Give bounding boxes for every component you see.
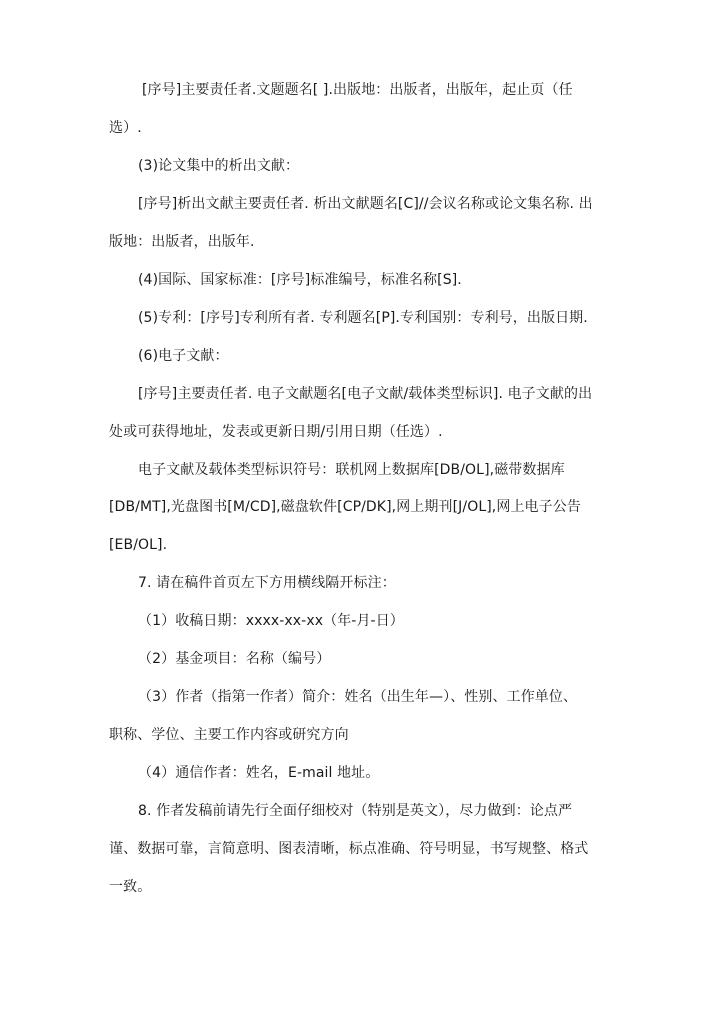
text-line: (6)电子文献： (138, 348, 229, 364)
text-line: 版地：出版者，出版年. (109, 234, 255, 250)
text-line: （1）收稿日期：xxxx-xx-xx（年-月-日） (138, 613, 404, 629)
text-line: 8. 作者发稿前请先行全面仔细校对（特别是英文），尽力做到：论点严 (138, 803, 573, 819)
text-line: 职称、学位、主要工作内容或研究方向 (109, 727, 349, 743)
text-line: [序号]主要责任者.文题题名[ ].出版地：出版者，出版年，起止页（任 (142, 82, 573, 98)
text-line: 一致。 (109, 879, 152, 895)
text-line: 选）. (109, 120, 142, 136)
text-line: 电子文献及载体类型标识符号：联机网上数据库[DB/OL],磁带数据库 (138, 462, 565, 478)
text-line: [DB/MT],光盘图书[M/CD],磁盘软件[CP/DK],网上期刊[J/OL],网上电子公告 (109, 499, 581, 515)
text-line: （3）作者（指第一作者）简介：姓名（出生年—）、性别、工作单位、 (138, 689, 578, 705)
text-line: 处或可获得地址，发表或更新日期/引用日期（任选）. (109, 424, 443, 440)
text-line: [EB/OL]. (109, 537, 168, 553)
text-line: (4)国际、国家标准：[序号]标准编号，标准名称[S]. (138, 272, 462, 288)
text-line: 谨、数据可靠，言简意明、图表清晰，标点准确、符号明显，书写规整、格式 (109, 841, 589, 857)
text-line: （2）基金项目：名称（编号） (138, 651, 331, 667)
text-line: （4）通信作者：姓名，E-mail 地址。 (138, 765, 380, 781)
text-line: (3)论文集中的析出文献： (138, 158, 300, 174)
text-line: (5)专利：[序号]专利所有者. 专利题名[P].专利国别：专利号，出版日期. (138, 310, 588, 326)
text-line: 7. 请在稿件首页左下方用横线隔开标注： (138, 575, 396, 591)
text-line: [序号]析出文献主要责任者. 析出文献题名[C]//会议名称或论文集名称. 出 (138, 196, 593, 212)
text-line: [序号]主要责任者. 电子文献题名[电子文献/载体类型标识]. 电子文献的出 (138, 386, 593, 402)
